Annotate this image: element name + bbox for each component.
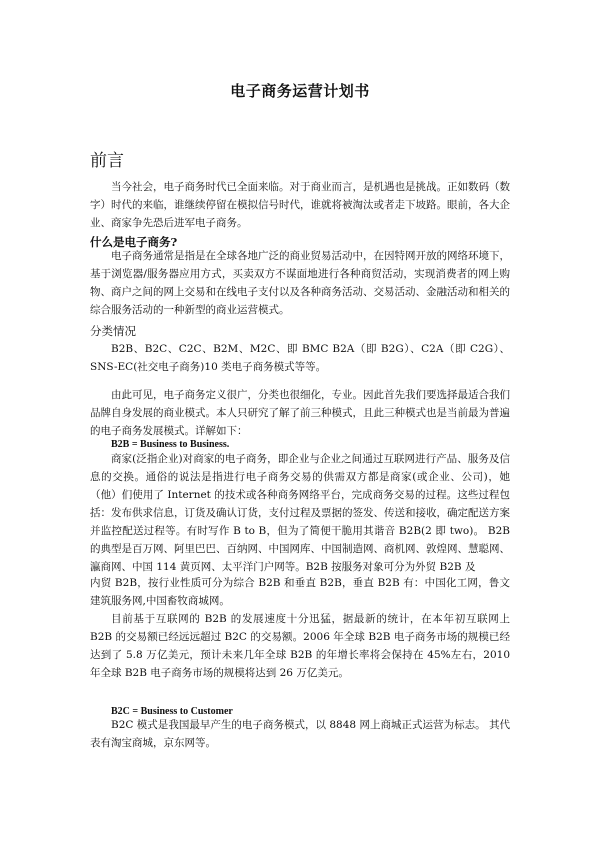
summary-paragraph: 由此可见，电子商务定义很广，分类也很细化，专业。因此首先我们要选择最适合我们品牌自身发展的商业模式。本人只研究了解了前三种模式，且此三种模式也是当前最为普遍的电子商务发展模式。详解如下： <box>90 389 510 437</box>
b2c-paragraph: B2C 模式是我国最早产生的电子商务模式，以 8848 网上商城正式运营为标志。 其代表有淘宝商城，京东网等。 <box>90 719 510 749</box>
b2b-paragraph-continued: 内贸 B2B，按行业性质可分为综合 B2B 和垂直 B2B，垂直 B2B 有：中国化工网，鲁文建筑服务网,中国畜牧商城网。 <box>90 577 510 607</box>
classification-heading: 分类情况 <box>90 324 136 338</box>
b2b-heading: B2B = Business to Business. <box>111 439 230 450</box>
classification-paragraph: B2B、B2C、C2C、B2M、M2C、即 BMC B2A（即 B2G）、C2A（即 C2G）、SNS-EC(社交电子商务)10 类电子商务模式等等。 <box>90 343 510 373</box>
what-paragraph: 电子商务通常是指是在全球各地广泛的商业贸易活动中，在因特网开放的网络环境下，基于浏览器/服务器应用方式，买卖双方不谋面地进行各种商贸活动，实现消费者的网上购物、商户之间的网上交易和在线电子支付以及各种商务活动、交易活动、金融活动和相关的综合服务活动的一种新型的商业运营模式。 <box>90 250 510 316</box>
what-heading: 什么是电子商务? <box>90 235 178 249</box>
b2c-heading: B2C = Business to Customer <box>111 706 233 717</box>
b2b-paragraph: 商家(泛指企业)对商家的电子商务，即企业与企业之间通过互联网进行产品、服务及信息的交换。通俗的说法是指进行电子商务交易的供需双方都是商家(或企业、公司)，她（他）们使用了 Internet 的技术或各种商务网络平台，完成商务交易的过程。这些过程包括：发布供求信息，订货及确认订货，支付过程及票据的签发、传送和接收，确定配送方案并监控配送过程等。有时写作 B to B，但为了简便干脆用其谐音 B2B(2 即 two)。 B2B 的典型是百万网、阿里巴巴、百纳网、中国网库、中国制造网、商机网、敦煌网、慧聪网、瀛商网、中国 114 黄页网、太平洋门户网等。B2B 按服务对象可分为外贸 B2B 及 <box>90 453 510 573</box>
document-title: 电子商务运营计划书 <box>230 82 370 100</box>
preface-paragraph: 当今社会，电子商务时代已全面来临。对于商业而言，是机遇也是挑战。正如数码（数字）时代的来临，谁继续停留在模拟信号时代，谁就将被淘汰或者走下坡路。眼前，各大企业、商家争先恐后进军电子商务。 <box>90 181 510 229</box>
b2b-growth-paragraph: 目前基于互联网的 B2B 的发展速度十分迅猛，据最新的统计，在本年初互联网上 B2B 的交易额已经远远超过 B2C 的交易额。2006 年全球 B2B 电子商务市场的规模已经达到了 5.8 万亿美元，预计未来几年全球 B2B 的年增长率将会保持在 45%左右，2010 年全球 B2B 电子商务市场的规模将达到 26 万亿美元。 <box>90 613 510 679</box>
preface-heading: 前言 <box>90 151 124 171</box>
